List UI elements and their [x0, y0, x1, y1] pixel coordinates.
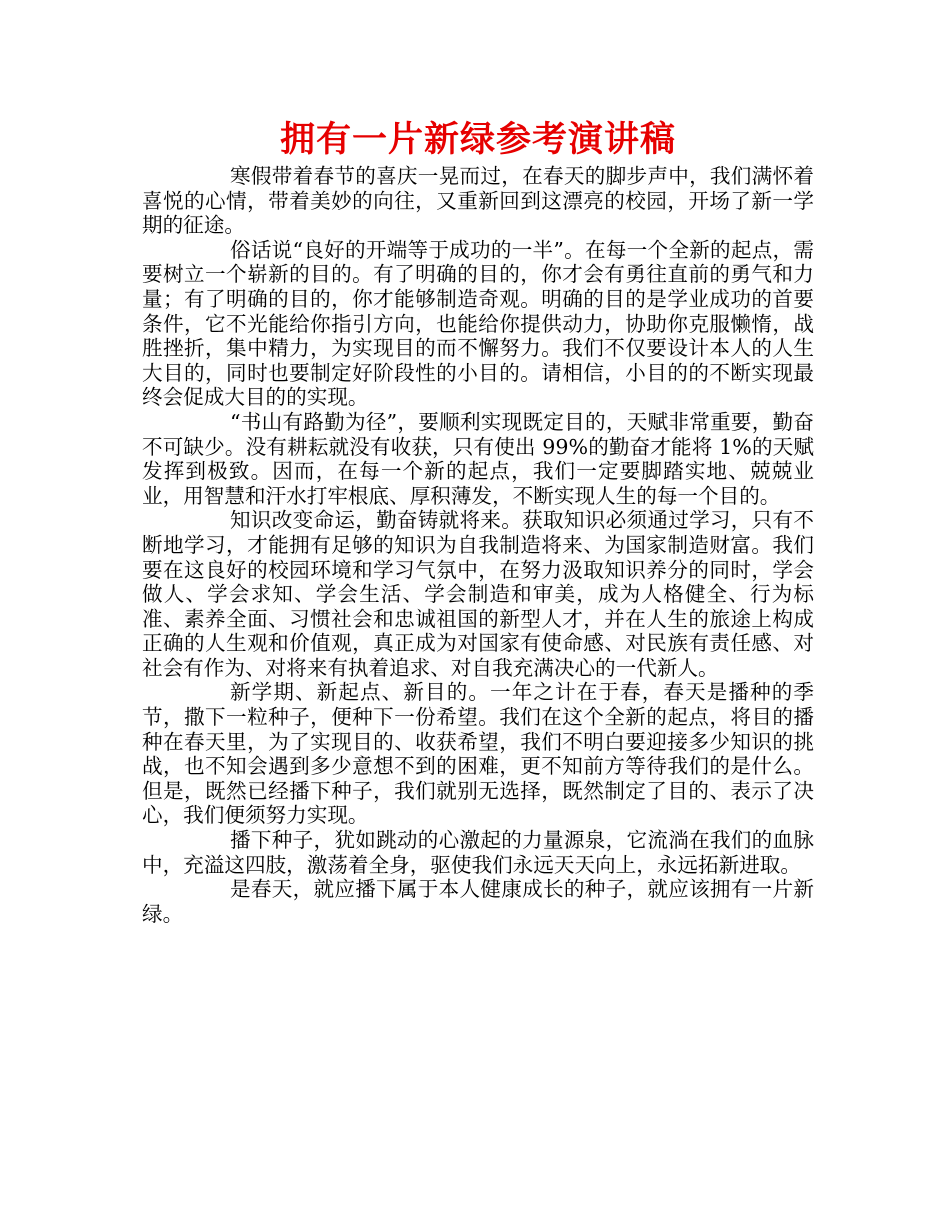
paragraph-2: 俗话说“良好的开端等于成功的一半”。在每一个全新的起点，需要树立一个崭新的目的。有了明确的目的，你才会有勇往直前的勇气和力量；有了明确的目的，你才能够制造奇观。明确的目的是学业成功的首要条件，它不光能给你指引方向，也能给你提供动力，协助你克服懒惰，战胜挫折，集中精力，为实现目的而不懈努力。我们不仅要设计本人的人生大目的，同时也要制定好阶段性的小目的。请相信，小目的的不断实现最终会促成大目的的实现。: [142, 237, 814, 410]
document-title: 拥有一片新绿参考演讲稿: [279, 120, 676, 160]
paragraph-1: 寒假带着春节的喜庆一晃而过，在春天的脚步声中，我们满怀着喜悦的心情，带着美妙的向往，又重新回到这漂亮的校园，开场了新一学期的征途。: [142, 164, 814, 238]
paragraph-5: 新学期、新起点、新目的。一年之计在于春，春天是播种的季节，撒下一粒种子，便种下一份希望。我们在这个全新的起点，将目的播种在春天里，为了实现目的、收获希望，我们不明白要迎接多少知识的挑战，也不知会遇到多少意想不到的困难，更不知前方等待我们的是什么。但是，既然已经播下种子，我们就别无选择，既然制定了目的、表示了决心，我们便须努力实现。: [142, 680, 814, 828]
paragraph-7: 是春天，就应播下属于本人健康成长的种子，就应该拥有一片新绿。: [142, 877, 814, 926]
paragraph-6: 播下种子，犹如跳动的心激起的力量源泉，它流淌在我们的血脉中，充溢这四肢，激荡着全身，驱使我们永远天天向上，永远拓新进取。: [142, 828, 814, 877]
document-body: [142, 164, 814, 926]
paragraph-4: 知识改变命运，勤奋铸就将来。获取知识必须通过学习，只有不断地学习，才能拥有足够的知识为自我制造将来、为国家制造财富。我们要在这良好的校园环境和学习气氛中，在努力汲取知识养分的同时，学会做人、学会求知、学会生活、学会制造和审美，成为人格健全、行为标准、素养全面、习惯社会和忠诚祖国的新型人才，并在人生的旅途上构成正确的人生观和价值观，真正成为对国家有使命感、对民族有责任感、对社会有作为、对将来有执着追求、对自我充满决心的一代新人。: [142, 508, 814, 680]
document-page: [142, 118, 814, 926]
paragraph-3: “书山有路勤为径”，要顺利实现既定目的，天赋非常重要，勤奋不可缺少。没有耕耘就没有收获，只有使出 99%的勤奋才能将 1%的天赋发挥到极致。因而，在每一个新的起点，我们一定要脚踏实地、兢兢业业，用智慧和汗水打牢根底、厚积薄发，不断实现人生的每一个目的。: [142, 409, 814, 508]
